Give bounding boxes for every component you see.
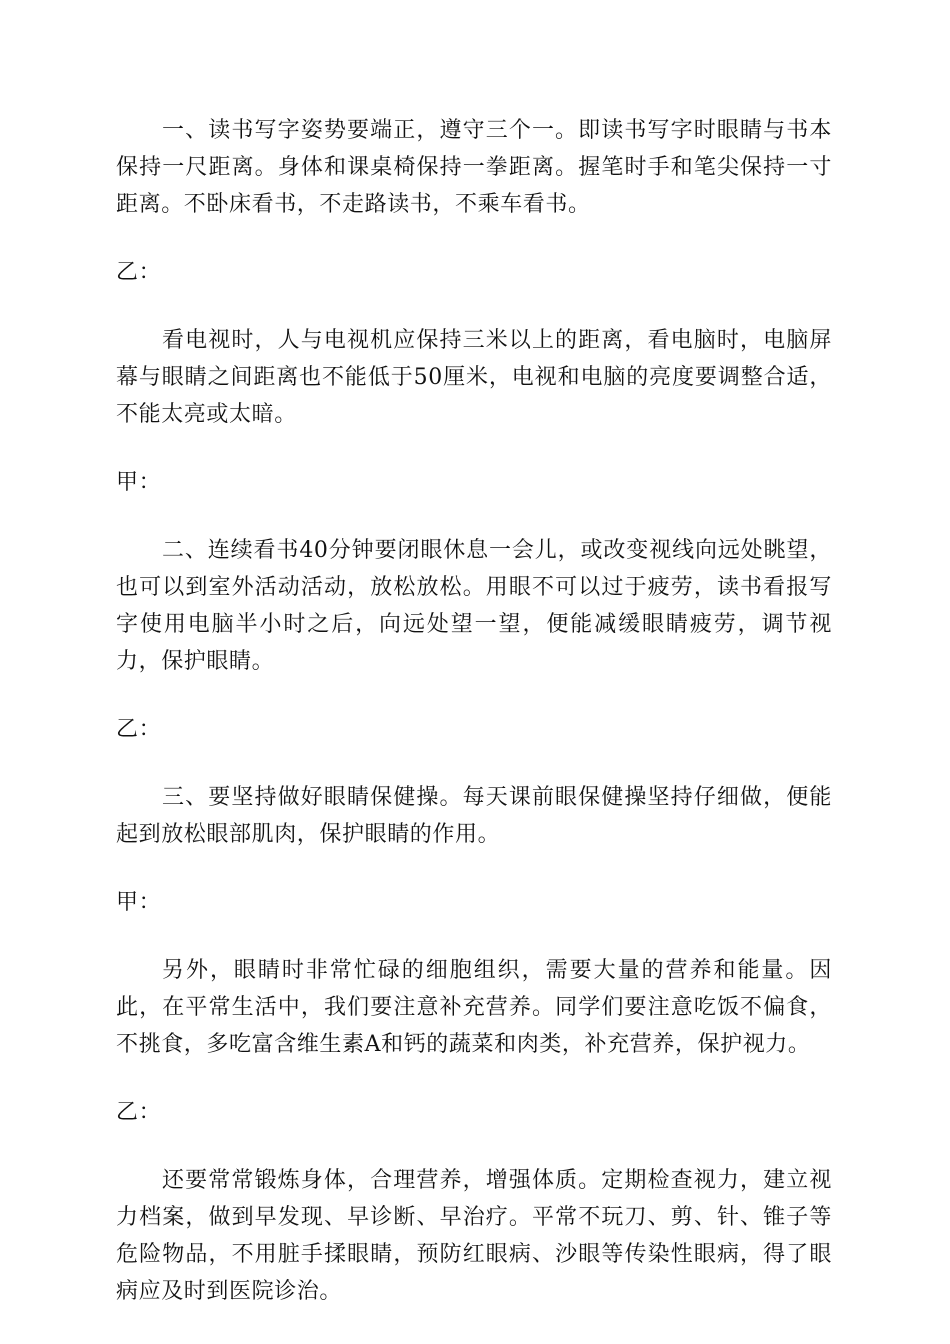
paragraph-1: 一、读书写字姿势要端正，遵守三个一。即读书写字时眼睛与书本保持一尺距离。身体和课桌椅保持一拳距离。握笔时手和笔尖保持一寸距离。不卧床看书，不走路读书，不乘车看书。 (116, 118, 832, 217)
paragraph-2: 看电视时，人与电视机应保持三米以上的距离，看电脑时，电脑屏幕与眼睛之间距离也不能低于50厘米，电视和电脑的亮度要调整合适，不能太亮或太暗。 (116, 328, 832, 427)
speaker-label-yi: 乙： (116, 260, 162, 285)
speaker-label-yi: 乙： (116, 717, 162, 742)
document-body (116, 112, 832, 1310)
paragraph-3: 二、连续看书40分钟要闭眼休息一会儿，或改变视线向远处眺望，也可以到室外活动活动，放松放松。用眼不可以过于疲劳，读书看报写字使用电脑半小时之后，向远处望一望，便能减缓眼睛疲劳，调节视力，保护眼睛。 (116, 538, 832, 674)
speaker-label-jia: 甲： (116, 470, 162, 495)
speaker-label-jia: 甲： (116, 890, 162, 915)
paragraph-4: 三、要坚持做好眼睛保健操。每天课前眼保健操坚持仔细做，便能起到放松眼部肌肉，保护眼睛的作用。 (116, 785, 832, 847)
paragraph-5: 另外，眼睛时非常忙碌的细胞组织，需要大量的营养和能量。因此，在平常生活中，我们要注意补充营养。同学们要注意吃饭不偏食，不挑食，多吃富含维生素A和钙的蔬菜和肉类，补充营养，保护视力。 (116, 958, 832, 1057)
paragraph-6: 还要常常锻炼身体，合理营养，增强体质。定期检查视力，建立视力档案，做到早发现、早诊断、早治疗。平常不玩刀、剪、针、锥子等危险物品，不用脏手揉眼睛，预防红眼病、沙眼等传染性眼病，得了眼病应及时到医院诊治。 (116, 1168, 832, 1304)
speaker-label-yi: 乙： (116, 1100, 162, 1125)
